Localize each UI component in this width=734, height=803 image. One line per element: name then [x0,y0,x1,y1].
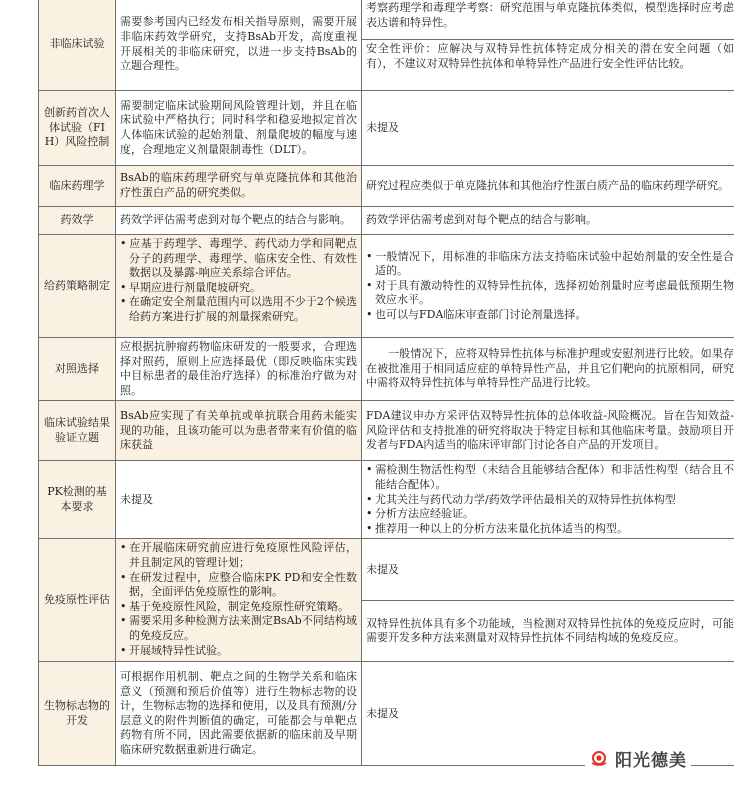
fda-guidance-cell [362,235,734,338]
fda-guidance-cell: 未提及 [362,662,734,766]
bullet-item: • 需要采用多种检测方法来测定BsAb不同结构域的免疫反应。 [120,614,357,643]
table-row [39,166,734,207]
fda-guidance-cell: 药效学评估需考虑到对每个靶点的结合与影响。 [362,207,734,235]
cn-guideline-cell: 应根据抗肿瘤药物临床研发的一般要求，合理选择对照药，原则上应选择最优（即反映临床实践中目标患者的最佳治疗选择）的标准治疗做为对照。 [116,338,362,401]
fda-guidance-cell [362,461,734,539]
table-row [39,338,734,401]
table-row [39,0,734,91]
bullet-item: • 推荐用一种以上的分析方法来量化抗体适当的构型。 [366,522,734,537]
fda-subcell: 考察药理学和毒理学考察：研究范围与单克隆抗体类似，模型选择时应考虑表达谱和特异性。 [366,1,734,29]
row-label: 免疫原性评估 [39,539,116,662]
fda-subcell: 安全性评价：应解决与双特异性抗体特定成分相关的潜在安全问题（如有），不建议对双特异性抗体和单特异性产品进行安全性评估比较。 [362,39,734,90]
cn-guideline-cell [116,539,362,662]
brand-logo [585,743,691,773]
cn-guideline-cell: 需要制定临床试验期间风险管理计划，并且在临床试验中严格执行；同时科学和稳妥地拟定首次人体临床试验的起始剂量、剂量爬坡的幅度与速度，合理地定义剂量限制毒性（DLT）。 [116,91,362,166]
row-label: 临床试验结果验证立题 [39,401,116,461]
bullet-item: • 在确定安全剂量范围内可以选用不少于2个候选给药方案进行扩展的剂量探索研究。 [120,295,357,324]
fda-guidance-cell: FDA建议申办方采评估双特异性抗体的总体收益-风险概况。旨在告知效益-风险评估和支持批准的研究将取决于特定目标和其他临床考量。鼓励项目开发者与FDA内适当的临床评审部门讨论各自产品的开发项目。 [362,401,734,461]
row-label: 生物标志物的开发 [39,662,116,766]
table-row [39,461,734,539]
table-row [39,207,734,235]
bullet-item: • 尤其关注与药代动力学/药效学评估最相关的双特异性抗体构型 [366,493,734,508]
cn-guideline-cell [116,235,362,338]
row-label: 药效学 [39,207,116,235]
fda-subcell: 未提及 [366,562,399,576]
table-row [39,235,734,338]
bullet-item: • 分析方法应经验证。 [366,507,734,522]
comparison-table [38,0,734,766]
row-label: 对照选择 [39,338,116,401]
table-row [39,91,734,166]
cn-guideline-cell: 未提及 [116,461,362,539]
fda-guidance-cell: 一般情况下，应将双特异性抗体与标准护理或安慰剂进行比较。如果存在被批准用于相同适应症的单特异性产品，并且它们靶向的抗原相同，研究中需将双特异性抗体与单特异性产品进行比较。 [362,338,734,401]
fda-guidance-cell [362,539,734,662]
bullet-item: • 对于具有激动特性的双特异性抗体，选择初始剂量时应考虑最低预期生物效应水平。 [366,279,734,308]
cn-guideline-cell: BsAb的临床药理学研究与单克隆抗体和其他治疗性蛋白产品的研究类似。 [116,166,362,207]
brand-name: 阳光德美 [615,750,687,771]
bullet-item: • 在开展临床研究前应进行免疫原性风险评估，并且制定风的管理计划； [120,541,357,570]
fda-guidance-cell: 未提及 [362,91,734,166]
row-label: 创新药首次人体试验（FIH）风险控制 [39,91,116,166]
row-label: 临床药理学 [39,166,116,207]
bullet-item: • 在研发过程中，应整合临床PK PD和安全性数据，全面评估免疫原性的影响。 [120,571,357,600]
fda-guidance-cell [362,0,734,91]
bullet-item: • 基于免疫原性风险，制定免疫原性研究策略。 [120,600,357,615]
row-label: 非临床试验 [39,0,116,91]
bullet-item: • 需检测生物活性构型（未结合且能够结合配体）和非活性构型（结合且不能结合配体）。 [366,463,734,492]
cn-guideline-cell: BsAb应实现了有关单抗或单抗联合用药未能实现的功能，且该功能可以为患者带来有价值的临床获益 [116,401,362,461]
table-row [39,539,734,662]
fda-guidance-cell: 研究过程应类似于单克隆抗体和其他治疗性蛋白质产品的临床药理学研究。 [362,166,734,207]
cn-guideline-cell: 药效学评估需考虑到对每个靶点的结合与影响。 [116,207,362,235]
bullet-item: • 应基于药理学、毒理学、药代动力学和同靶点分子的药理学、毒理学、临床安全性、有效性数据以及暴露-响应关系综合评估。 [120,237,357,281]
sun-logo-icon [589,748,609,768]
bullet-item: • 一般情况下，用标准的非临床方法支持临床试验中起始剂量的安全性是合适的。 [366,250,734,279]
table-row [39,401,734,461]
cn-guideline-cell: 可根据作用机制、靶点之间的生物学关系和临床意义（预测和预后价值等）进行生物标志物的设计，生物标志物的选择和使用，以及具有预测/分层意义的附件判断值的确定，可能都会与单靶点药物有所不同，因此需要依据新的临床前及早期临床研究数据重新进行确定。 [116,662,362,766]
fda-subcell: 双特异性抗体具有多个功能域，当检测对双特异性抗体的免疫反应时，可能需要开发多种方法来测量对双特异性抗体不同结构域的免疫反应。 [362,600,734,661]
row-label: PK检测的基本要求 [39,461,116,539]
bullet-item: • 也可以与FDA临床审查部门讨论剂量选择。 [366,308,734,323]
row-label: 给药策略制定 [39,235,116,338]
cn-guideline-cell: 需要参考国内已经发布相关指导原则，需要开展非临床药效学研究，支持BsAb开发，高度重视开展相关的非临床研究，以进一步支持BsAb的立题合理性。 [116,0,362,91]
bullet-item: • 早期应进行剂量爬坡研究。 [120,281,357,296]
bullet-item: • 开展域特异性试验。 [120,644,357,659]
